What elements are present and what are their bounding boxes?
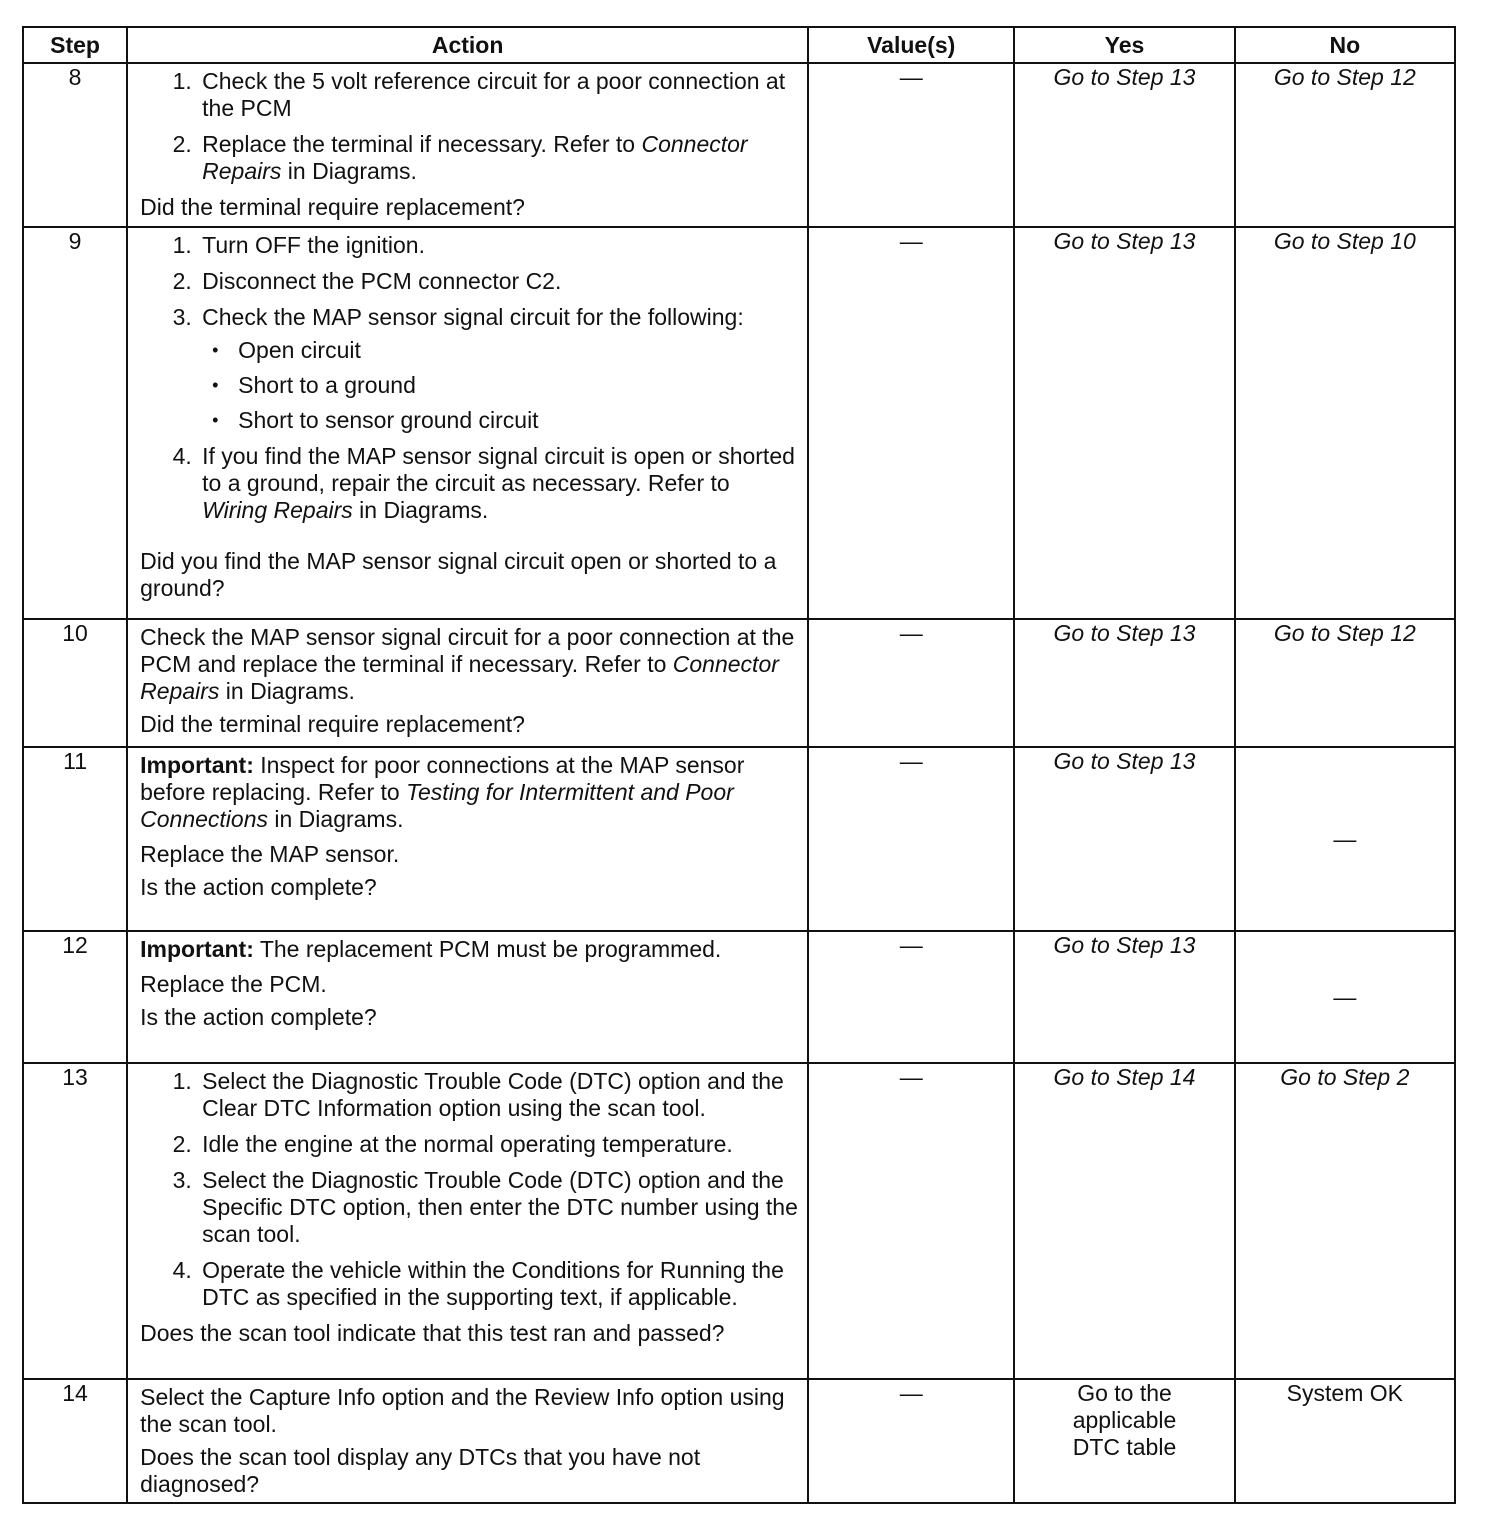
value-cell: —: [808, 619, 1014, 747]
table-row-step-13: [23, 1063, 1455, 1379]
condition-item: • Short to sensor ground circuit: [234, 407, 799, 434]
no-outcome: —: [1235, 931, 1455, 1063]
yes-outcome[interactable]: Go to Step 13: [1014, 931, 1234, 1063]
action-line: Replace the MAP sensor.: [140, 841, 400, 867]
step-number: 11: [23, 747, 127, 931]
step-number: 10: [23, 619, 127, 747]
action-step: 2. Disconnect the PCM connector C2.: [198, 268, 799, 295]
action-step: 1. Turn OFF the ignition.: [198, 232, 799, 259]
step-number: 8: [23, 63, 127, 227]
diagnostic-table-page: [22, 26, 1456, 1504]
important-label: Important:: [140, 752, 254, 778]
action-text: Check the MAP sensor signal circuit for a poor connection at the PCM and replace the terminal if necessary. Refer to: [140, 624, 795, 677]
condition-item: • Short to a ground: [234, 372, 799, 399]
yes-outcome[interactable]: Go to Step 13: [1014, 63, 1234, 227]
table-header-row: [23, 27, 1455, 63]
action-text: Inspect for poor connections at the MAP sensor before replacing. Refer to: [140, 752, 745, 805]
value-cell: —: [808, 747, 1014, 931]
reference-link[interactable]: Wiring Repairs: [202, 497, 353, 523]
question-text: Did the terminal require replacement?: [140, 194, 525, 220]
yes-outcome[interactable]: Go to Step 13: [1014, 227, 1234, 619]
action-step: [198, 304, 799, 434]
value-cell: —: [808, 1063, 1014, 1379]
question-text: Did the terminal require replacement?: [140, 711, 525, 737]
table-row-step-10: [23, 619, 1455, 747]
no-outcome[interactable]: Go to Step 2: [1235, 1063, 1455, 1379]
action-step: 3. Select the Diagnostic Trouble Code (DTC) option and the Specific DTC option, then enter the DTC number using the scan tool.: [198, 1167, 799, 1248]
action-step: [198, 131, 799, 185]
action-text: in Diagrams.: [219, 678, 355, 704]
step-number: 9: [23, 227, 127, 619]
action-cell: [127, 619, 808, 747]
action-step: [198, 443, 799, 524]
condition-list: [202, 337, 799, 434]
reference-link[interactable]: Connector Repairs: [202, 131, 748, 184]
table-row-step-9: [23, 227, 1455, 619]
action-steps: [140, 68, 799, 185]
action-text: in Diagrams.: [281, 158, 417, 184]
yes-outcome[interactable]: Go to Step 13: [1014, 747, 1234, 931]
action-steps: [140, 1068, 799, 1311]
reference-link[interactable]: Connector Repairs: [140, 651, 779, 704]
table-row-step-11: [23, 747, 1455, 931]
diagnostic-table: [22, 26, 1456, 1504]
action-text: in Diagrams.: [268, 806, 404, 832]
action-paragraph: [140, 624, 799, 705]
important-note: [140, 752, 799, 833]
action-step: 4. Operate the vehicle within the Conditions for Running the DTC as specified in the supporting text, if applicable.: [198, 1257, 799, 1311]
question-text: Does the scan tool indicate that this test ran and passed?: [140, 1320, 725, 1346]
step-number: 14: [23, 1379, 127, 1503]
no-outcome: System OK: [1235, 1379, 1455, 1503]
question-text: Is the action complete?: [140, 1004, 377, 1030]
value-cell: —: [808, 63, 1014, 227]
action-step: 1. Select the Diagnostic Trouble Code (DTC) option and the Clear DTC Information option using the scan tool.: [198, 1068, 799, 1122]
action-cell: [127, 1063, 808, 1379]
action-cell: [127, 1379, 808, 1503]
important-note: [140, 936, 799, 963]
table-row-step-12: [23, 931, 1455, 1063]
step-number: 12: [23, 931, 127, 1063]
value-cell: —: [808, 931, 1014, 1063]
action-step: 2. Idle the engine at the normal operating temperature.: [198, 1131, 799, 1158]
action-text: Replace the terminal if necessary. Refer to: [202, 131, 642, 157]
action-line: Select the Capture Info option and the Review Info option using the scan tool.: [140, 1384, 785, 1437]
action-text: in Diagrams.: [352, 497, 489, 523]
header-step: Step: [23, 27, 127, 63]
value-cell: —: [808, 1379, 1014, 1503]
table-row-step-8: [23, 63, 1455, 227]
no-outcome[interactable]: Go to Step 12: [1235, 63, 1455, 227]
no-outcome[interactable]: Go to Step 10: [1235, 227, 1455, 619]
step-number: 13: [23, 1063, 127, 1379]
no-outcome[interactable]: Go to Step 12: [1235, 619, 1455, 747]
action-cell: [127, 63, 808, 227]
important-label: Important:: [140, 936, 254, 962]
action-text: The replacement PCM must be programmed.: [253, 936, 722, 962]
condition-item: • Open circuit: [234, 337, 799, 364]
action-cell: [127, 227, 808, 619]
header-action: Action: [127, 27, 808, 63]
action-step: 1. Check the 5 volt reference circuit for a poor connection at the PCM: [198, 68, 799, 122]
question-text: Is the action complete?: [140, 874, 377, 900]
action-text: If you find the MAP sensor signal circuit is open or shorted to a ground, repair the circuit as necessary. Refer to: [202, 443, 795, 496]
question-text: Does the scan tool display any DTCs that you have not diagnosed?: [140, 1444, 701, 1497]
question-text: Did you find the MAP sensor signal circuit open or shorted to a ground?: [140, 548, 777, 601]
header-values: Value(s): [808, 27, 1014, 63]
header-yes: Yes: [1014, 27, 1234, 63]
table-row-step-14: [23, 1379, 1455, 1503]
action-steps: [140, 232, 799, 524]
yes-outcome[interactable]: Go to Step 13: [1014, 619, 1234, 747]
yes-outcome[interactable]: Go to Step 14: [1014, 1063, 1234, 1379]
yes-outcome[interactable]: [1014, 1379, 1234, 1503]
action-line: Replace the PCM.: [140, 971, 327, 997]
yes-outcome-text: Go to the applicable DTC table: [1072, 1380, 1177, 1460]
no-outcome: —: [1235, 747, 1455, 931]
action-cell: [127, 931, 808, 1063]
value-cell: —: [808, 227, 1014, 619]
header-no: No: [1235, 27, 1455, 63]
action-cell: [127, 747, 808, 931]
reference-link[interactable]: Testing for Intermittent and Poor Connections: [140, 779, 734, 832]
action-text: Check the MAP sensor signal circuit for the following:: [202, 304, 744, 330]
